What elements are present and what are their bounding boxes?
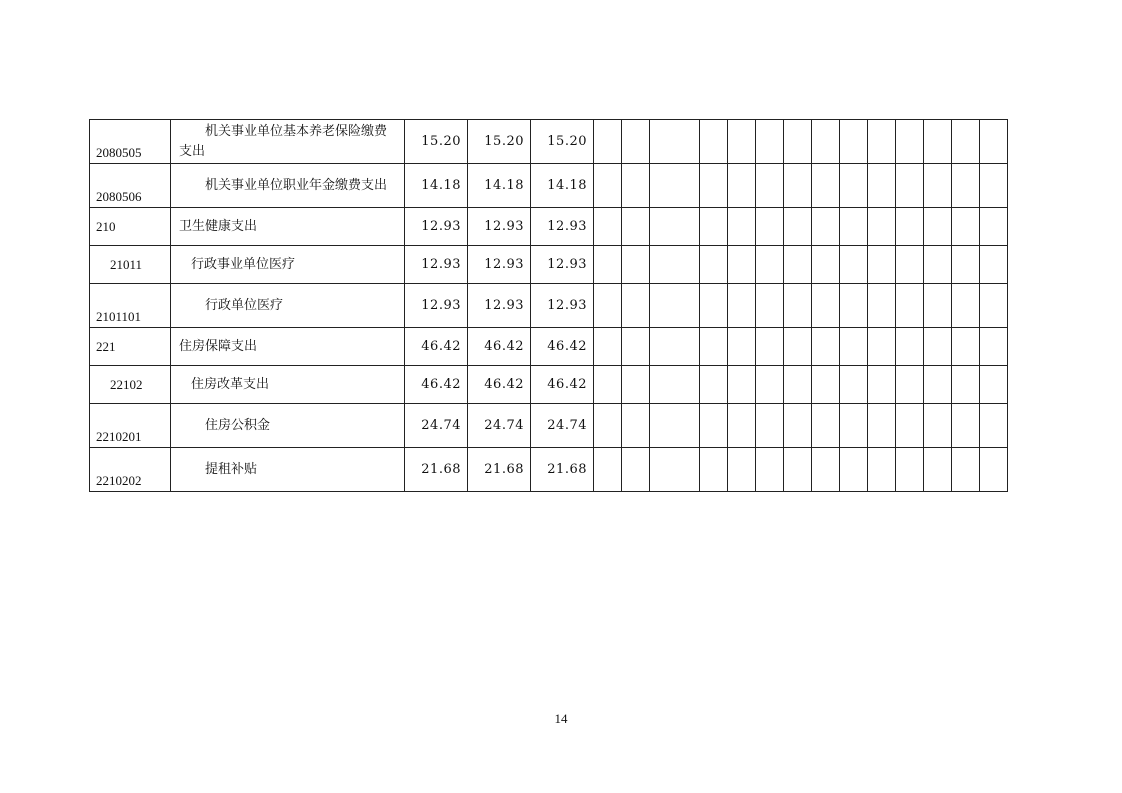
empty-cell — [952, 366, 980, 404]
empty-cell — [700, 366, 728, 404]
empty-cell — [896, 246, 924, 284]
empty-cell — [952, 208, 980, 246]
empty-cell — [650, 328, 700, 366]
empty-cell — [980, 448, 1008, 492]
empty-cell — [924, 164, 952, 208]
empty-cell — [728, 404, 756, 448]
empty-cell — [756, 208, 784, 246]
empty-cell — [924, 328, 952, 366]
empty-cell — [622, 246, 650, 284]
empty-cell — [952, 404, 980, 448]
total-amount: 15.20 — [405, 120, 468, 164]
subject-name — [171, 328, 405, 366]
subtotal-amount: 21.68 — [468, 448, 531, 492]
empty-cell — [728, 328, 756, 366]
subject-name — [171, 366, 405, 404]
empty-cell — [896, 404, 924, 448]
empty-cell — [784, 284, 812, 328]
empty-cell — [784, 448, 812, 492]
empty-cell — [728, 208, 756, 246]
empty-cell — [924, 246, 952, 284]
empty-cell — [622, 164, 650, 208]
empty-cell — [756, 448, 784, 492]
empty-cell — [650, 246, 700, 284]
empty-cell — [784, 328, 812, 366]
empty-cell — [812, 366, 840, 404]
subject-code: 2080506 — [90, 164, 171, 208]
empty-cell — [840, 366, 868, 404]
empty-cell — [868, 208, 896, 246]
empty-cell — [868, 284, 896, 328]
empty-cell — [952, 328, 980, 366]
empty-cell — [594, 164, 622, 208]
subtotal-amount: 14.18 — [468, 164, 531, 208]
empty-cell — [952, 284, 980, 328]
empty-cell — [622, 328, 650, 366]
empty-cell — [924, 366, 952, 404]
empty-cell — [594, 120, 622, 164]
table-row — [90, 366, 1008, 404]
empty-cell — [896, 164, 924, 208]
subject-name — [171, 208, 405, 246]
empty-cell — [980, 120, 1008, 164]
subject-name — [171, 448, 405, 492]
empty-cell — [756, 246, 784, 284]
subject-name-text: 住房改革支出 — [191, 376, 270, 392]
total-amount: 24.74 — [405, 404, 468, 448]
subject-name — [171, 284, 405, 328]
empty-cell — [594, 448, 622, 492]
basic-amount: 46.42 — [531, 366, 594, 404]
empty-cell — [622, 120, 650, 164]
empty-cell — [700, 404, 728, 448]
empty-cell — [924, 404, 952, 448]
empty-cell — [980, 328, 1008, 366]
empty-cell — [868, 164, 896, 208]
empty-cell — [924, 284, 952, 328]
table-row — [90, 246, 1008, 284]
subtotal-amount: 46.42 — [468, 366, 531, 404]
empty-cell — [896, 448, 924, 492]
empty-cell — [896, 208, 924, 246]
empty-cell — [728, 284, 756, 328]
empty-cell — [728, 366, 756, 404]
empty-cell — [784, 120, 812, 164]
empty-cell — [868, 246, 896, 284]
table-row — [90, 328, 1008, 366]
empty-cell — [756, 328, 784, 366]
empty-cell — [650, 448, 700, 492]
subject-name — [171, 404, 405, 448]
empty-cell — [700, 246, 728, 284]
basic-amount: 12.93 — [531, 208, 594, 246]
table-row — [90, 448, 1008, 492]
empty-cell — [840, 208, 868, 246]
empty-cell — [650, 164, 700, 208]
basic-amount: 46.42 — [531, 328, 594, 366]
total-amount: 46.42 — [405, 366, 468, 404]
empty-cell — [952, 164, 980, 208]
empty-cell — [700, 284, 728, 328]
empty-cell — [594, 284, 622, 328]
empty-cell — [896, 366, 924, 404]
empty-cell — [812, 246, 840, 284]
subtotal-amount: 12.93 — [468, 284, 531, 328]
total-amount: 12.93 — [405, 284, 468, 328]
total-amount: 12.93 — [405, 208, 468, 246]
subject-name — [171, 246, 405, 284]
empty-cell — [784, 208, 812, 246]
empty-cell — [756, 164, 784, 208]
empty-cell — [868, 448, 896, 492]
subject-code: 210 — [90, 208, 171, 246]
subject-code: 2101101 — [90, 284, 171, 328]
subject-name-line2: 支出 — [179, 143, 206, 159]
table-row — [90, 208, 1008, 246]
subject-name-line1: 机关事业单位基本养老保险缴费 — [205, 123, 388, 139]
subject-code: 2080505 — [90, 120, 171, 164]
basic-amount: 24.74 — [531, 404, 594, 448]
basic-amount: 15.20 — [531, 120, 594, 164]
subject-name — [171, 164, 405, 208]
empty-cell — [650, 366, 700, 404]
empty-cell — [812, 448, 840, 492]
subject-name-text: 机关事业单位职业年金缴费支出 — [205, 177, 388, 193]
empty-cell — [896, 120, 924, 164]
basic-amount: 14.18 — [531, 164, 594, 208]
subject-code: 2210202 — [90, 448, 171, 492]
basic-amount: 12.93 — [531, 284, 594, 328]
empty-cell — [622, 208, 650, 246]
empty-cell — [650, 120, 700, 164]
empty-cell — [868, 120, 896, 164]
empty-cell — [812, 120, 840, 164]
total-amount: 46.42 — [405, 328, 468, 366]
total-amount: 21.68 — [405, 448, 468, 492]
page-number: 14 — [554, 711, 568, 726]
empty-cell — [840, 404, 868, 448]
table-row — [90, 404, 1008, 448]
subject-name-text: 行政单位医疗 — [205, 297, 284, 313]
subject-code: 221 — [90, 328, 171, 366]
empty-cell — [812, 328, 840, 366]
empty-cell — [924, 208, 952, 246]
empty-cell — [980, 164, 1008, 208]
empty-cell — [784, 366, 812, 404]
empty-cell — [728, 120, 756, 164]
subtotal-amount: 15.20 — [468, 120, 531, 164]
empty-cell — [868, 404, 896, 448]
subject-code: 2210201 — [90, 404, 171, 448]
subject-code: 21011 — [90, 246, 171, 284]
empty-cell — [700, 328, 728, 366]
table-row — [90, 284, 1008, 328]
empty-cell — [594, 208, 622, 246]
empty-cell — [840, 284, 868, 328]
empty-cell — [756, 366, 784, 404]
empty-cell — [622, 448, 650, 492]
empty-cell — [784, 404, 812, 448]
empty-cell — [756, 284, 784, 328]
empty-cell — [650, 404, 700, 448]
subtotal-amount: 46.42 — [468, 328, 531, 366]
subtotal-amount: 12.93 — [468, 208, 531, 246]
empty-cell — [650, 284, 700, 328]
basic-amount: 12.93 — [531, 246, 594, 284]
empty-cell — [868, 328, 896, 366]
empty-cell — [622, 404, 650, 448]
budget-expenditure-table — [89, 119, 1008, 492]
subject-name — [171, 120, 405, 164]
empty-cell — [594, 404, 622, 448]
table-row — [90, 164, 1008, 208]
empty-cell — [868, 366, 896, 404]
subject-name-text: 住房公积金 — [205, 417, 271, 433]
empty-cell — [840, 448, 868, 492]
subject-code: 22102 — [90, 366, 171, 404]
empty-cell — [840, 164, 868, 208]
empty-cell — [622, 284, 650, 328]
empty-cell — [700, 164, 728, 208]
empty-cell — [784, 164, 812, 208]
empty-cell — [840, 328, 868, 366]
subtotal-amount: 24.74 — [468, 404, 531, 448]
empty-cell — [728, 164, 756, 208]
empty-cell — [728, 448, 756, 492]
empty-cell — [700, 448, 728, 492]
empty-cell — [980, 366, 1008, 404]
empty-cell — [594, 366, 622, 404]
empty-cell — [840, 246, 868, 284]
total-amount: 12.93 — [405, 246, 468, 284]
subtotal-amount: 12.93 — [468, 246, 531, 284]
subject-name-text: 住房保障支出 — [179, 338, 258, 354]
empty-cell — [812, 404, 840, 448]
empty-cell — [756, 120, 784, 164]
empty-cell — [622, 366, 650, 404]
empty-cell — [700, 208, 728, 246]
empty-cell — [650, 208, 700, 246]
empty-cell — [812, 208, 840, 246]
empty-cell — [594, 328, 622, 366]
empty-cell — [924, 120, 952, 164]
table-row — [90, 120, 1008, 164]
empty-cell — [896, 328, 924, 366]
total-amount: 14.18 — [405, 164, 468, 208]
basic-amount: 21.68 — [531, 448, 594, 492]
empty-cell — [980, 208, 1008, 246]
empty-cell — [812, 284, 840, 328]
empty-cell — [980, 246, 1008, 284]
empty-cell — [980, 284, 1008, 328]
empty-cell — [952, 448, 980, 492]
empty-cell — [980, 404, 1008, 448]
subject-name-text: 行政事业单位医疗 — [191, 256, 296, 272]
empty-cell — [840, 120, 868, 164]
empty-cell — [594, 246, 622, 284]
empty-cell — [896, 284, 924, 328]
empty-cell — [952, 120, 980, 164]
subject-name-text: 卫生健康支出 — [179, 218, 258, 234]
empty-cell — [756, 404, 784, 448]
empty-cell — [700, 120, 728, 164]
subject-name-text: 提租补贴 — [205, 461, 258, 477]
empty-cell — [952, 246, 980, 284]
empty-cell — [924, 448, 952, 492]
empty-cell — [812, 164, 840, 208]
empty-cell — [784, 246, 812, 284]
empty-cell — [728, 246, 756, 284]
